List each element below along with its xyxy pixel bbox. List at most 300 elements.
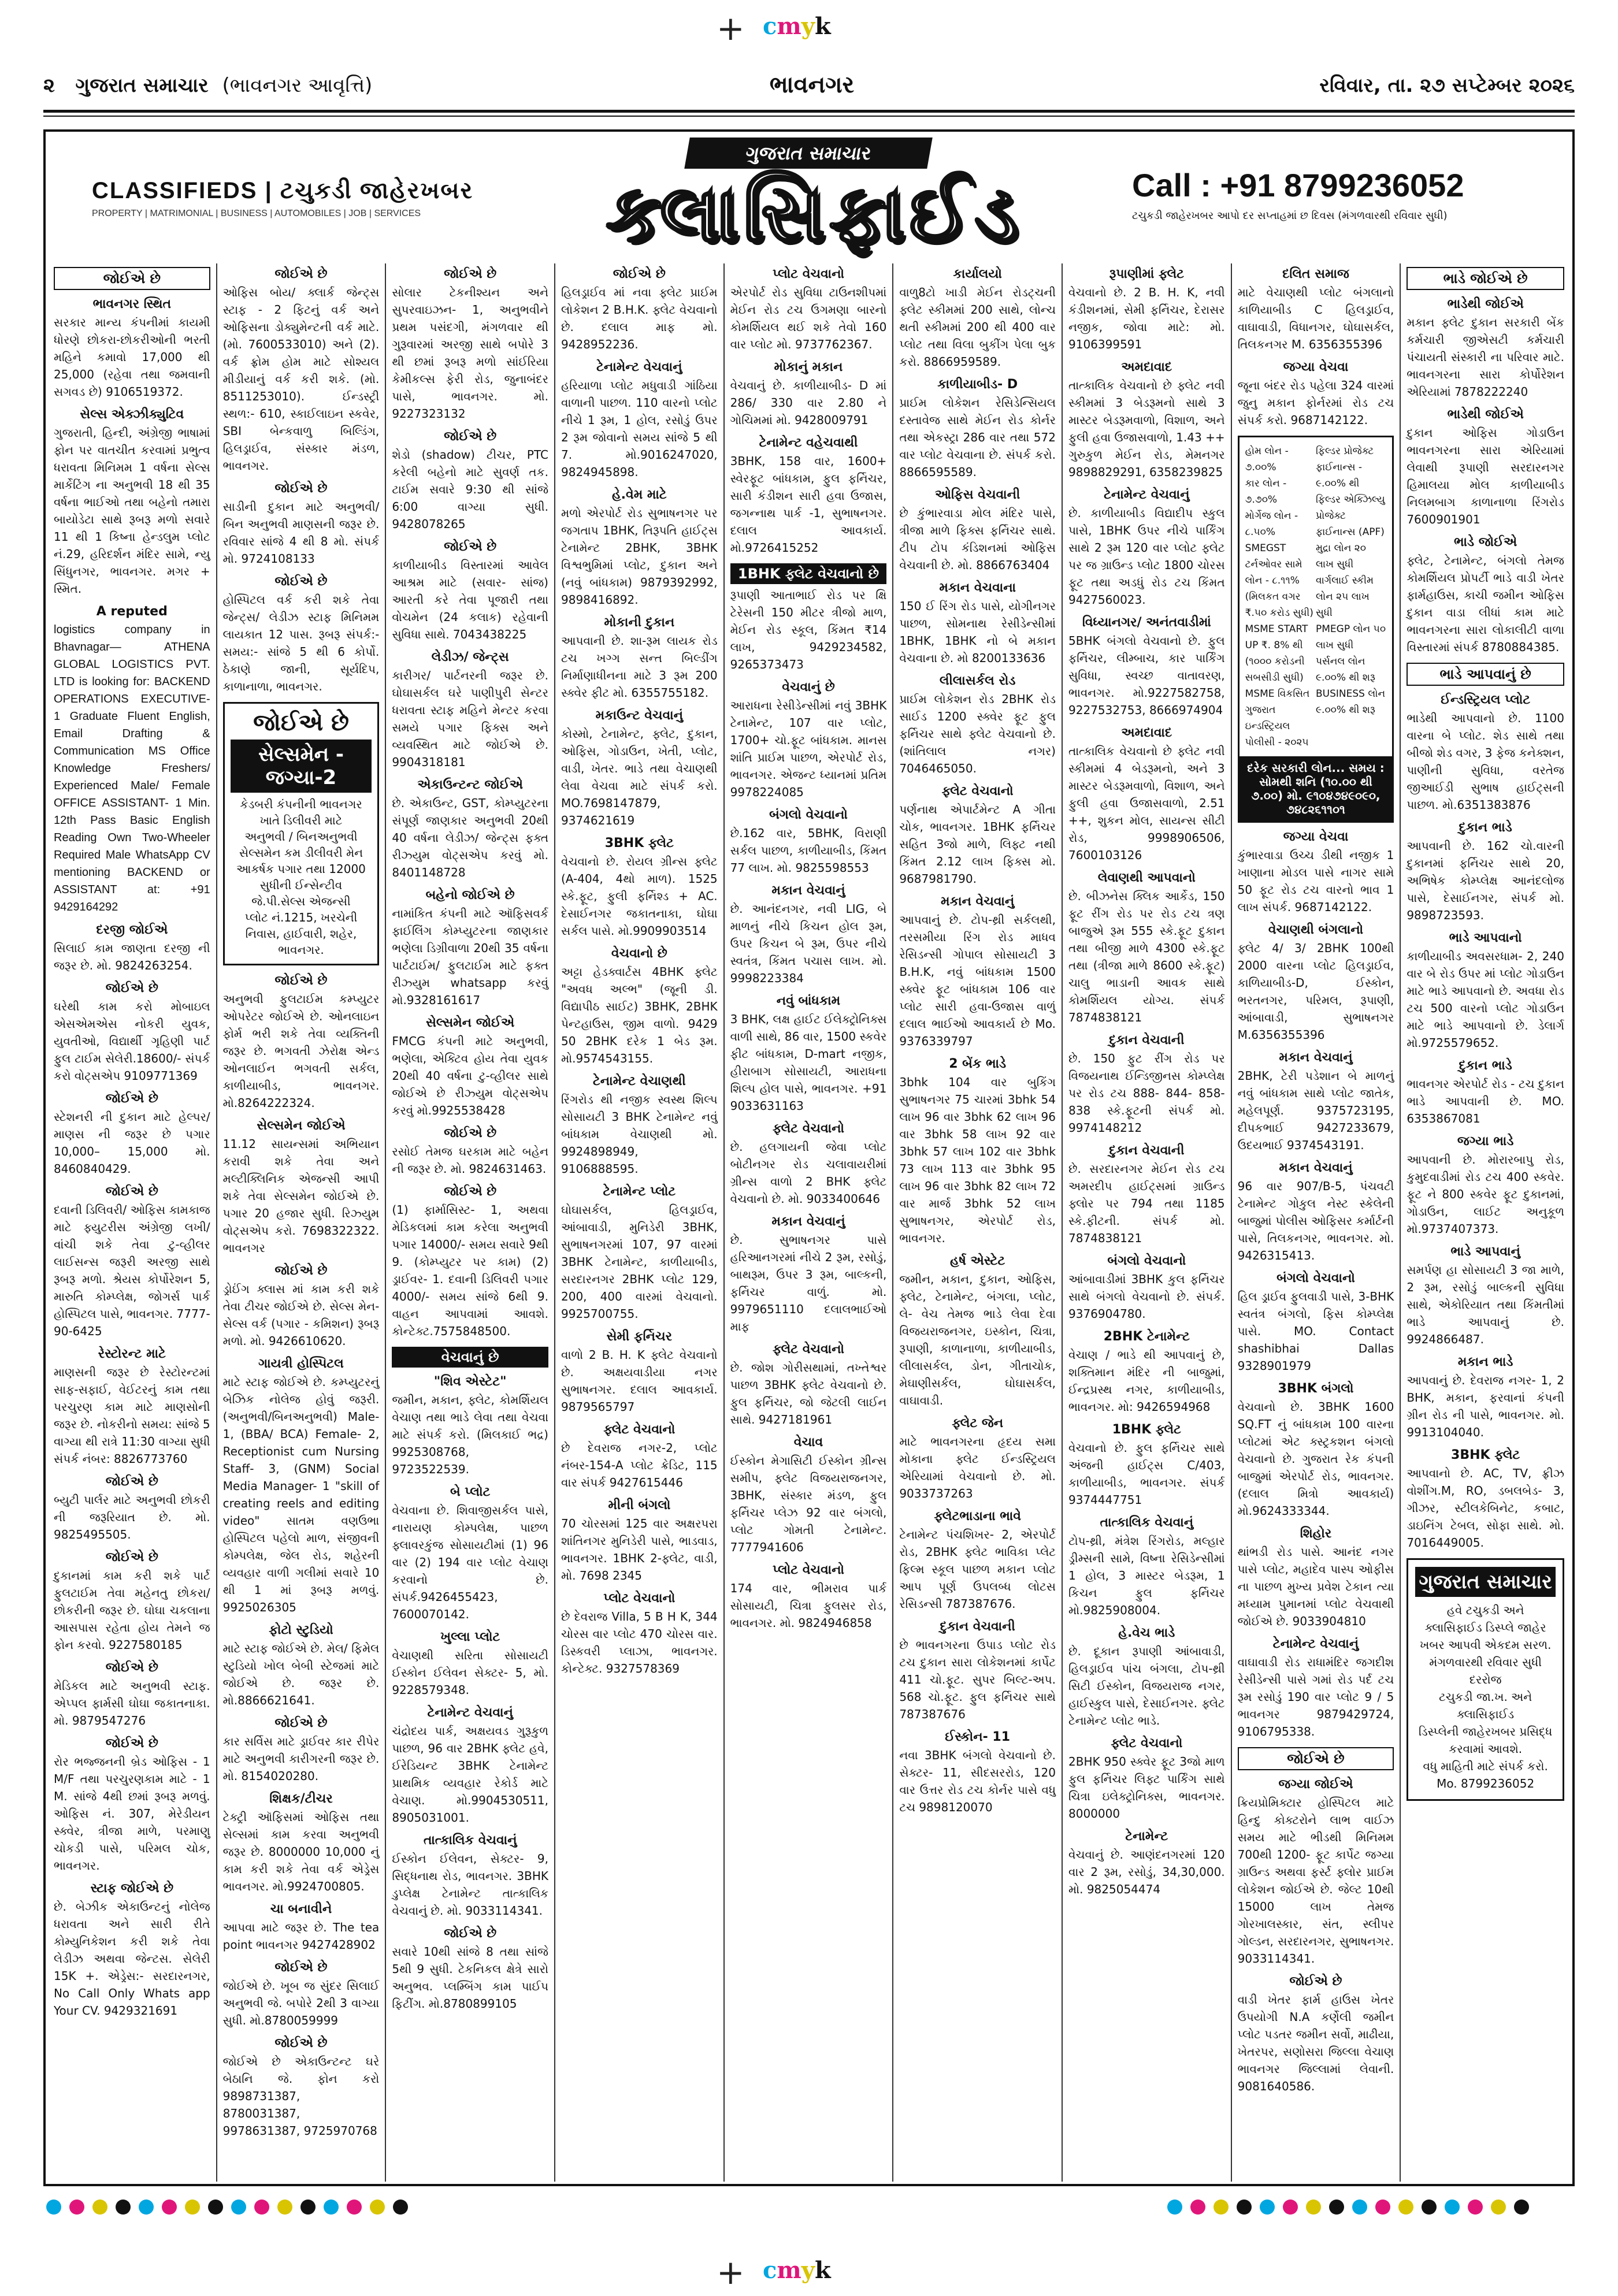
ad-body: ઘરેથી કામ કરો મોબાઇલ એસએમએસ નોકરી યુવક, યુવતીઓ, વિદ્યાર્થી ગૃહિણી પાર્ટ ફુલ ટાઈમ સેલેરી.18600/- સંપર્ક કરો વોટ્સએપ 9109771369 bbox=[54, 1000, 210, 1083]
classified-ad bbox=[1407, 1134, 1564, 1238]
ad-title: 2BHK ટેનામેન્ટ bbox=[1103, 1329, 1190, 1344]
ad-body: કારીગર/ પાર્ટનરની જરૂર છે. ઘોઘાસર્કલ ઘરે પાણીપુરી સેન્ટર ધરાવતા સ્ટાફ મહિને મેન્ટર કરવા સમયે પગાર ફિક્સ અને વ્યવસ્થિત માટે જોઈએ છે. 9904318181 bbox=[392, 668, 548, 769]
loan-item: MSME START UP ₹. 8% થી bbox=[1245, 623, 1308, 651]
ad-title: જોઈએ છે bbox=[444, 429, 497, 444]
ad-title: જોઈએ છે bbox=[274, 2036, 328, 2050]
color-dot bbox=[277, 2200, 292, 2215]
ad-body: સમર્પણ હા સોસાયટી 3 જા માળે, 2 રૂમ, રસોડું બાલ્કની સુવિધા સાથે, એકોરિયાત તથા કિંમતીમાં ભાડે આપવાનું છે. 9924866487. bbox=[1407, 1263, 1564, 1346]
ad-column bbox=[1232, 263, 1401, 2182]
ad-title: 3BHK બંગલો bbox=[1278, 1381, 1354, 1396]
ad-column bbox=[1401, 263, 1570, 2182]
ad-body: અનુભવી ફુલટાઈમ કમ્પ્યુટર ઓપરેટર જોઈએ છે. ઓનલાઇન ફોર્મ ભરી શકે તેવા વ્યક્તિની જરૂર છે. ભગવતી ઝેરોક્ષ એન્ડ ઓનલાઈન ભગવતી સર્કલ, કાળીયાબીડ, ભાવનગર. મો.8264222324. bbox=[222, 992, 380, 1110]
classified-ad bbox=[223, 267, 380, 474]
ad-body: આપવાની છે. શા-રૂમ લાયક રોડ ટચ ખગ્ગ સન્ત બિલ્ડીંગ નિર્માણાધીનના માટે 3 રૂમ 200 સ્ક્વેર ફીટ મો. 6355755182. bbox=[561, 634, 718, 700]
ad-body: પ્રાઈમ લોકેશન રેસિડેન્સિયલ દસ્તાવેજ સાથે મેઈન રોડ કોર્નર તથા એકસ્ટ્રા 286 વાર તથા 572 વાર પ્લોટ વેચવાના છે. સંપર્ક કરો. 8866595589. bbox=[899, 396, 1056, 479]
classified-ad bbox=[1238, 1974, 1394, 2095]
ad-body: છે. બેઝીક એકાઉન્ટનું નોલેજ ધરાવતા અને સારી રીતે કોમ્યુનિકેશન કરી શકે તેવા લેડીઝ અથવા જેન્ટસ. સેલેરી 15K +. એડ્રેસ:- સરદારનગર, No Call Only Whats app Your CV. 9429321691 bbox=[54, 1900, 210, 2018]
loan-item: ફિલ્ડર એક્ઝિલ્યુ પ્રોજેક્ટ ફાઈનાન્સ (APF) bbox=[1315, 494, 1385, 538]
ad-title: એકાઉન્ટન્ટ જોઈએ bbox=[417, 778, 523, 792]
ad-column bbox=[48, 263, 217, 2182]
ad-body: અટ્ટા હેડક્વાર્ટસ 4BHK ફ્લેટ "અવધ અલ્ભ" (જૂની ડી. વિદ્યાપીઠ સાઈટ) 3BHK, 2BHK પેન્ટહાઉસ, જીમ વાળો. 9429 50 2BHK દરેક 1 બેડ રૂમ. મો.9574543155. bbox=[561, 965, 718, 1065]
classified-ad bbox=[392, 1126, 548, 1177]
ad-title: ટેનામેન્ટ વેચાણથી bbox=[593, 1074, 686, 1088]
classified-ad bbox=[561, 360, 718, 481]
ad-body: ઈસ્કોન ઈલેવન, સેક્ટર- 9, સિદ્ધનાથ રોડ, ભાવનગર. 3BHK ડુપ્લેક્ષ ટેનામેન્ટ તાત્કાલિક વેચવાનું છે. મો. 9033114341. bbox=[392, 1852, 548, 1918]
ad-body: શેડો (shadow) ટીચર, PTC કરેલી બહેનો માટે સુવર્ણ તક. ટાઈમ સવારે 9:30 થી સાંજે 6:00 વાગ્યા સુધી. 9428078265 bbox=[392, 448, 548, 531]
ad-title: જગ્યા ભાડે bbox=[1457, 1134, 1514, 1149]
ad-column bbox=[555, 263, 725, 2182]
classified-ad bbox=[54, 1660, 210, 1729]
classified-ad bbox=[561, 1184, 718, 1322]
color-dot bbox=[1329, 2200, 1344, 2215]
classified-ad bbox=[223, 1119, 380, 1257]
color-dot bbox=[231, 2200, 246, 2215]
ad-body: પ્રાઈમ લોકેશન રોડ 2BHK રોડ સાઈડ 1200 સ્ક્વેર ફૂટ ફુલ ફર્નિચર સાથે ફ્લેટ વેચવાનો છે. (શાંતિલાલ નગર) 7046465050. bbox=[899, 692, 1056, 775]
ad-body: આંબાવાડીમાં 3BHK કુલ ફર્નિચર સાથે બંગલો વેચવાનો છે. સંપર્ક. 9376904780. bbox=[1068, 1272, 1225, 1321]
ad-body: આપવાની છે. મોરારબાપુ રોડ, કુમુદવાડીમાં રોડ ટચ 400 સ્કવેર. ફૂટ ને 800 સ્કવેર ફૂટ દુકાનમાં, ગોડાઉન, લાઈટ અનુકૂળ મો.9737407373. bbox=[1407, 1153, 1564, 1236]
ad-title: સેલ્સમેન જોઈએ bbox=[426, 1016, 515, 1030]
color-dot bbox=[1491, 2200, 1506, 2215]
classified-ad bbox=[1407, 693, 1564, 813]
classified-ad bbox=[54, 1091, 210, 1177]
ad-title: ભાડે આપવાનું bbox=[1450, 1244, 1520, 1259]
ad-title: "શિવ એસ્ટેટ" bbox=[433, 1374, 507, 1389]
classified-ad bbox=[899, 377, 1056, 481]
color-dot bbox=[1514, 2200, 1529, 2215]
classified-ad bbox=[561, 836, 718, 939]
ad-title: જોઈએ છે bbox=[613, 267, 666, 281]
classified-ad bbox=[223, 1960, 380, 2029]
loan-item: PMEGP લોન ૫૦ લાખ સુધી bbox=[1315, 623, 1386, 651]
ad-title: બંગલો વેચવાનો bbox=[769, 808, 848, 822]
featured-ad-line: અનુભવી / બિનઅનુભવી bbox=[244, 830, 358, 844]
classified-ad bbox=[561, 1329, 718, 1416]
ad-body: હરિયાળા પ્લોટ મધુવાડી ગાંઠિયા વાળાની પાછળ. 110 વારનો પ્લોટ નીચે 1 રૂમ, 1 હોલ, રસોડું ઉપર 2 રૂમ જોવાનો સમય સાંજે 5 થી 7. મો.9016247020, 9824945898. bbox=[561, 378, 718, 479]
classified-ad bbox=[223, 2036, 380, 2139]
ad-body: કુંભારવાડા ઉચ્ચ ડીથી નજીક 1 ખાણાના મોડલ પાસે નાગર સામે 50 ફૂટ રોડ ટચ વારનો ભાવ 1 લાખ સંપર્ક. 9687142122. bbox=[1237, 848, 1394, 914]
promo-line: ખબર આપવી એકદમ સરળ. bbox=[1419, 1638, 1552, 1652]
promo-line: ડિસ્પ્લેની જાહેરખબર પ્રસિદ્ધ bbox=[1419, 1725, 1553, 1738]
ad-title: ટેનામેન્ટ bbox=[1125, 1829, 1168, 1844]
ad-body: મળો એરપોર્ટ રોડ સુભાષનગર પર જગતાપ 1BHK, તિરૂપતિ હાઈટ્સ ટેનામેન્ટ 2BHK, 3BHK વિશ્વભુમિમાં પ્લોટ, દુકાન અને (નવું બાંધકામ) 9879392992, 9898416892. bbox=[561, 506, 718, 607]
classified-ad bbox=[730, 1342, 887, 1428]
ad-body: ભાડેથી આપવાનો છે. 1100 વારના બે પ્લોટ. શેડ સાથે તથા બીજો શેડ વગર, 3 ફેજ કનેક્શન, પાણીની સુવિધા, વરતેજ જીઆઈડી સુભાષ હાઈટ્સની પાછળ. મો.6351383876 bbox=[1407, 711, 1564, 812]
section-heading: ભાડે જોઈએ છે bbox=[1407, 267, 1564, 290]
classified-ad bbox=[54, 1184, 210, 1340]
ad-body: વેચવાનો છે. 2 B. H. K, નવી કંડીશનમાં, સેમી ફર્નિચર, દેરાસર નજીક, જોવા માટે: મો. 9106399591 bbox=[1068, 285, 1225, 351]
ad-title: પ્લોટ વેચવાનો bbox=[772, 1563, 845, 1577]
newspaper-promo-box bbox=[1407, 1558, 1564, 1801]
ad-title: દુકાન ભાડે bbox=[1459, 1058, 1512, 1073]
classified-ad bbox=[899, 488, 1056, 574]
classified-ad bbox=[1407, 931, 1564, 1052]
ad-body: નામાંકિત કંપની માટે ઑફિસવર્ક ફાઈલિંગ કોમ્પ્યુટરના જાણકાર ભણેલા ડિગ્રીવાળા 20થી 35 વર્ષના પાર્ટટાઈમ/ ફુલટાઈમ માટે ફક્ત રીઝ્યુમ whatsapp કરવું મો.9328161617 bbox=[392, 906, 548, 1007]
ad-title: ઈસ્કોન- 11 bbox=[945, 1730, 1010, 1744]
ad-title: ટેનામેન્ટ વેચવાનું bbox=[1104, 488, 1190, 502]
classified-ad bbox=[223, 1792, 380, 1895]
ad-body: છે ભાવનગરના ઉપાડ પ્લોટ રોડ ટચ દુકાન સારા લોકેશનમાં કાર્પેટ 411 ચો.ફૂટ. સુપર બિલ્ટ-અપ. 568 ચો.ફૂટ. ફુલ ફર્નિચર સાથે 787387676 bbox=[899, 1638, 1056, 1721]
ad-body: રસોઈ તેમજ ઘરકામ માટે બહેન ની જરૂર છે. મો. 9824631463. bbox=[392, 1145, 548, 1176]
color-dot bbox=[92, 2200, 107, 2215]
ad-title: જગ્યા જોઈએ bbox=[1278, 1777, 1353, 1792]
classified-ad bbox=[223, 481, 380, 567]
ad-title: તાત્કાલિક વેચવાનું bbox=[423, 1833, 517, 1848]
ad-title: અમદાવાદ bbox=[1121, 726, 1172, 740]
ad-body: ચંદ્રોદય પાર્ક, અક્ષયવડ ગુરૂકુળ પાછળ, 96 વાર 2BHK ફ્લેટ હવે, ઈરેડિયન્ટ 3BHK ટેનામેન્ટ પ્રાથમિક વ્યવહાર રેકોર્ડ માટે વેચાણ. મો.9904530511, 8905031001. bbox=[392, 1724, 548, 1825]
ad-body: 3BHK, 158 વાર, 1600+ સ્વેરફૂટ બાંધકામ, ફુલ ફર્નિચર, સારી કંડીશન સારી હવા ઉજાસ, જગન્નાથ પાર્ક -1, સુભાષનગર. દલાલ આવકાર્ય. મો.9726415252 bbox=[730, 454, 887, 555]
ad-title: શિહોર bbox=[1300, 1526, 1332, 1541]
color-bar-left bbox=[46, 2195, 451, 2219]
ad-body: હિલડ્રાઈવ માં નવા ફ્લેટ પ્રાઈમ લોકેશન 2 B.H.K. ફ્લેટ વેચવાનો છે. દલાલ માફ મો. 9428952236. bbox=[561, 285, 718, 351]
classified-ad bbox=[392, 429, 548, 533]
featured-ad-line: કેડબરી કંપનીની ભાવનગર ખાતે ડિલીવરી માટે bbox=[240, 797, 362, 827]
ad-body: મકાન ફ્લેટ દુકાન સરકારી બેંક કર્મચારી જીએસટી કર્મચારી પંચાયતી સંસ્કારી ના પરિવાર માટે. ભાવનગરના સારા કોર્પોરેશન એરિયામાં 7878222240 bbox=[1407, 315, 1564, 399]
featured-ad-banner: સેલ્સમેન - જગ્યા-2 bbox=[231, 740, 372, 793]
ad-title: જોઈએ છે bbox=[105, 981, 158, 995]
classified-ad bbox=[1407, 407, 1564, 528]
classified-ad bbox=[1238, 1747, 1394, 1770]
color-dot bbox=[69, 2200, 84, 2215]
classified-ad bbox=[1407, 1244, 1564, 1348]
loan-item: મોર્ગેજ લોન - ૮.૫૦% bbox=[1245, 510, 1298, 538]
loan-item: ફિલ્ડર પ્રોજેક્ટ ફાઈનાન્સ - bbox=[1315, 445, 1374, 473]
classified-ad bbox=[1068, 360, 1225, 481]
promo-text bbox=[1415, 1602, 1556, 1792]
promo-line: ક્લાસિફાઈડ ડિસ્પ્લે જાહેર bbox=[1424, 1621, 1546, 1634]
color-dot bbox=[1375, 2200, 1390, 2215]
crosshair-icon: + bbox=[717, 9, 745, 48]
classified-ad bbox=[392, 1374, 548, 1478]
ad-title: ઈન્ડસ્ટ્રિયલ પ્લોટ bbox=[1441, 693, 1531, 707]
ad-title: ભાડે આપવાનો bbox=[1449, 931, 1522, 945]
loan-ad-footer: દરેક સરકારી લોન... સમય : સોમથી શનિ (૧૦.૦૦ થી ૭.૦૦) મો. ૯૧૦૪૭૪૯૦૯૦, ૭૪૮૨૬૧૧૦૧ bbox=[1240, 756, 1393, 821]
classified-ad bbox=[899, 267, 1056, 370]
classified-ad bbox=[899, 784, 1056, 887]
color-dot bbox=[1260, 2200, 1275, 2215]
ad-title: જોઈએ છે bbox=[105, 1091, 158, 1106]
promo-line: Mo. 8799236052 bbox=[1437, 1777, 1535, 1790]
loan-item: BUSINESS લોન ૯.૦૦% થી શરૂ bbox=[1315, 688, 1386, 716]
ad-body: સવારે 10થી સાંજે 8 તથા સાંજે 5થી 9 સુધી. ટેકનિકલ ક્ષેત્રે સારો અનુભવ. પ્લમ્બિંગ કામ પાઈપ ફિટીંગ. મો.8780899105 bbox=[392, 1945, 548, 2011]
classified-ad bbox=[899, 1416, 1056, 1502]
classified-ad bbox=[392, 1833, 548, 1919]
ad-body: ગુજરાતી, હિન્દી, અંગ્રેજી ભાષામાં ફોન પર વાતચીત કરવામાં પ્રભુત્વ ધરાવતા મિનિમમ 1 વર્ષના સેલ્સ માર્કેટિંગ ના અનુભવી 18 થી 35 વર્ષના ભાઈઓ તથા બહેનો તમારા બાયોડેટા સાથે રૂબરૂ મળો સવારે 11 થી 1 કિષ્ના હેન્ડલુમ પ્લોટ નં.29, હરિદર્શન મંદિર સામે, ન્યુ સિંધુનગર, ભાવનગર. મગર + સ્મિત. bbox=[54, 426, 210, 596]
ad-body: 96 વાર 907/B-5, પંચવટી ટેનામેન્ટ ગોકુલ નેસ્ટ સ્કેલેની બાજુમાં પોલીસ ઓફિસર કર્માર્ટની પાસે, તિલકનગર, ભાવનગર. મો. 9426315413. bbox=[1237, 1179, 1394, 1262]
color-dot bbox=[116, 2200, 131, 2215]
ad-body: છે. જોશ ગોરીસથામાં, તખ્તેશ્વર પાછળ 3BHK ફ્લેટ વેચવાનો છે. ફુલ ફર્નિચર, જો જેટલી લાઈન સાથે. 9427181961 bbox=[730, 1361, 887, 1426]
section-heading: ભાડે આપવાનું છે bbox=[1407, 663, 1564, 686]
brand-logo-small: ગુજરાત સમાચાર bbox=[684, 138, 933, 169]
color-dot bbox=[162, 2200, 177, 2215]
ad-body: વેચાણ / ભાડે થી આપવાનું છે, શક્તિમાન મંદિર ની બાજુમાં, ઈન્દ્રપ્રસ્થ નગર, કાળીયાબીડ, ભાવનગર. મો: 9426594968 bbox=[1068, 1348, 1225, 1414]
ad-title: જોઈએ છે bbox=[105, 1184, 158, 1199]
ad-title: પ્લોટ વેચવાનો bbox=[603, 1591, 676, 1606]
ad-body: પર્ણનાથ એપાર્ટમેન્ટ A ગીતા ચોક, ભાવનગર. 1BHK ફર્નિચર સહિત 3જો માળે, લિફ્ટ નથી કિંમત 2.12 લાખ ફિક્સ મો. 9687981790. bbox=[899, 803, 1056, 886]
ad-body: ક્રિયપ્રોમિક્ટાર હોસ્પિટલ માટે હિન્દુ કોક્ટરોને લાભ વાઈઝ સમય માટે ભીડથી મિનિમમ 700થી 1200- ફૂટ કાર્પેટ જગ્યા ગ્રાઉન્ડ અથવા ફર્સ્ટ ફ્લોર પ્રાઈમ લોકેશન જોઈએ છે. જેલ્ટ 10થી 15000 લાખ તેમજ ગોરખાલસ્કાર, સંત, સ્લીપર ગોલ્ડન, સરદારનગર, સુભાષનગર. 9033114341. bbox=[1237, 1796, 1394, 1966]
classified-ad bbox=[1068, 871, 1225, 1026]
ad-title: ભાડેથી જોઈએ bbox=[1447, 407, 1524, 422]
ad-title: 2 બેંક ભાડે bbox=[949, 1057, 1007, 1071]
classified-ad bbox=[730, 436, 887, 556]
color-dot bbox=[1352, 2200, 1367, 2215]
classified-ad bbox=[899, 1509, 1056, 1613]
ad-title: જોઈએ છે bbox=[105, 1550, 158, 1565]
classified-ad bbox=[1407, 535, 1564, 656]
ad-body: સાડીની દુકાન માટે અનુભવી/ બિન અનુભવી માણસની જરૂર છે. રવિવાર સાંજે 4 થી 8 મો. સંપર્ક મો. 9724108133 bbox=[222, 500, 380, 566]
classified-ad bbox=[1238, 1271, 1394, 1374]
ad-column bbox=[217, 263, 387, 2182]
classified-ad bbox=[1068, 1736, 1225, 1822]
classified-ad bbox=[1068, 1143, 1225, 1247]
ad-title: લીલાસર્કલ રોડ bbox=[939, 674, 1016, 688]
ad-body: માણસની જરૂર છે રેસ્ટોરન્ટમાં સાફ-સફાઈ, વેઈટરનું કામ તથા પરચુરણ કામ માટે માણસોની જરૂર છે. નોકરીનો સમય: સાંજે 5 વાગ્યા થી રાત્રે 11:30 વાગ્યા સુધી સંપર્ક નંબર: 8826773760 bbox=[54, 1365, 210, 1466]
ad-title: દરજી જોઈએ bbox=[96, 923, 168, 937]
classified-ad bbox=[392, 267, 548, 422]
ad-title: હે.વેચ ભાડે bbox=[1118, 1626, 1175, 1640]
classified-ad bbox=[54, 1736, 210, 1874]
ad-title: અમદાવાદ bbox=[1121, 360, 1172, 374]
classified-ad bbox=[561, 267, 718, 353]
issue-date: રવિવાર, તા. ૨૭ સપ્ટેમ્બર ૨૦૨૬ bbox=[1319, 74, 1575, 97]
section-name: ભાવનગર bbox=[769, 72, 855, 98]
classified-ad bbox=[1407, 267, 1564, 290]
ad-title: ફોટો સ્ટુડિયો bbox=[269, 1623, 333, 1637]
loan-item: કાર લોન - ૭.૭૦% bbox=[1245, 478, 1287, 506]
ad-body: વાળો 2 B. H. K ફ્લેટ વેચવાનો છે. અક્ષયવાડીયા નગર સુભાષનગર. દલાલ આવકાર્ય. 9879565797 bbox=[561, 1348, 718, 1414]
ad-title: જોઈએ છે bbox=[105, 1660, 158, 1675]
classified-ad bbox=[54, 267, 210, 290]
ad-title: જોઈએ છે bbox=[274, 974, 328, 988]
ad-title: જોઈએ છે bbox=[274, 481, 328, 496]
featured-ad-line: પ્લોટ નં.1215, ખરચેની નિવાસ, હાઈવારી, શહેર, ભાવનગર. bbox=[244, 911, 358, 957]
ad-column bbox=[725, 263, 894, 2182]
ad-title: જોઈએ છે bbox=[444, 267, 497, 281]
classified-ad bbox=[54, 1347, 210, 1467]
ad-body: ફ્લેટ 4/ 3/ 2BHK 100થી 2000 વારના પ્લોટ હિલડ્રાઈવ, કાળિયાબીડ-D, ઈસ્કોન, ભરતનગર, પરિમલ, રૂપાણી, આંબાવાડી, સુભાષનગર M.6356355396 bbox=[1237, 941, 1394, 1042]
loan-item: મુદ્રા લોન ૨૦ લાખ સુધી bbox=[1315, 543, 1366, 570]
classified-ad bbox=[1238, 1526, 1394, 1630]
ad-title: તાત્કાલિક વેચવાનું bbox=[1100, 1515, 1194, 1530]
ad-body: આપવાનો છે. AC, TV, ફ્રીઝ વોશીંગ.M, RO, ડબલબેડ- 3, ગીઝર, સ્ટીલકેબિનેટ, કબાટ, ડાઇનિંગ ટેબલ, સોફા સાથે. મો. 7016449005. bbox=[1407, 1466, 1564, 1550]
ad-body: વાળુ8ટો ખાડી મેઈન રોડટ્ચની ફ્લેટ સ્કીમમાં 200 સાથે, લોન્ચ થતી સ્કીમમાં 200 થી 400 વાર પ્લોટ તથા વિલા બુકીંગ પેલા બુક કરો. 8866959589. bbox=[899, 285, 1056, 369]
ad-body: 3 BHK, લક્ષ હાઈટ ઈલેક્ટ્રોનિક્સ વાળી સાથે, 86 વાર, 1500 સ્કવેર ફીટ બાંધકામ, D-mart નજીક, હીરાબાગ સોસાયટી, આરાધના શિલ્પ હોલ પાસે, ભાવનગર. +91 9033631163 bbox=[730, 1012, 887, 1113]
ad-body: આરાધના રેસીડેન્સીમાં નવું 3BHK ટેનામેન્ટ, 107 વાર પ્લોટ, 1700+ ચો.ફૂટ બાંધકામ. માનસ શાંતિ પ્રાઈમ પાછળ, એરપોર્ટ રોડ, ભાવનગર. એજન્ટ ધ્યાનમાં પ્રતિમ 9978224085 bbox=[730, 699, 887, 799]
classified-ad bbox=[561, 946, 718, 1067]
loan-item: (૧૦૦૦ કરોડની સબસીડી સુધી) bbox=[1245, 656, 1305, 683]
ad-title: હે.વેમ માટે bbox=[612, 488, 667, 502]
ad-title: નવું બાંધકામ bbox=[776, 994, 841, 1008]
ad-body: 150 ઈ રિંગ રોડ પાસે, યોગીનગર પાછળ, સોમનાથ રેસીડેન્સીમાં 1BHK, 1BHK નો બે મકાન વેચવાના છે. મો 8200133636 bbox=[899, 599, 1056, 665]
classified-ad bbox=[1238, 923, 1394, 1043]
promo-line: ટચુકડી જા.ખ. અને ક્લાસિફાઈડ bbox=[1439, 1690, 1532, 1721]
color-dot bbox=[1167, 2200, 1182, 2215]
classified-ad bbox=[392, 1630, 548, 1699]
ad-body: રૂપાણી આતાભાઈ રોડ પર ક્ષિ ટેરેસની 150 મીટર ત્રીજો માળ, મેઈન રોડ સ્કૂલ, કિંમત ₹14 લાખ, 9429234582, 9265373473 bbox=[730, 588, 887, 671]
classified-ad bbox=[392, 1706, 548, 1826]
ad-body: છે. બીઝનેસ ક્લિક આર્કેડ, 150 ફૂટ રીંગ રોડ પર રોડ ટચ ત્રણ બાજુએ રૂમ 555 સ્કે.ફૂટ દુકાન તથા બીજી માળે 4300 સ્કે.ફૂટ તથા (ત્રીજા માળે 8600 સ્કે.ફૂટ) ચાલુ ભાડાની આવક સાથે કોમર્શિયલ યોગ્ય. સંપર્ક 7874838121 bbox=[1068, 889, 1225, 1024]
ad-body: છે. સુભાષનગર પાસે હરિઆનગરમાં નીચે 2 રૂમ, રસોડું, બાથરૂમ, ઉપર 3 રૂમ, બાલ્કની, ફર્નિચર વાળું. મો. 9979651110 દલાલભાઈઓ માફ bbox=[730, 1233, 887, 1333]
classified-ad bbox=[1407, 663, 1564, 686]
cmyk-mark: cmyk bbox=[763, 2257, 831, 2284]
ad-body: 2BHK, ટેરી પડેશાન બે માળનું નવું બાંધકામ સાથે પ્લોટ જાતેક, મહેલપૂર્ણ. 9375723195, દીપકભાઈ 9427233679, ઉદયભાઈ 9374543191. bbox=[1237, 1069, 1394, 1152]
ad-body: જોઈએ છે એકાઉન્ટન્ટ ઘરે બેઠાનિ જે. ફોન કરો 9898731387, 8780031387, 9978631387, 9725970768 bbox=[222, 2054, 380, 2138]
ad-title: 3BHK ફ્લેટ bbox=[604, 836, 674, 850]
ad-title: સ્ટાફ જોઈએ છે bbox=[90, 1881, 174, 1896]
ad-title: સેમી ફર્નિચર bbox=[606, 1329, 672, 1344]
classified-ad bbox=[561, 1422, 718, 1491]
ad-title: મીની બંગલો bbox=[608, 1498, 671, 1513]
classified-ad bbox=[730, 1563, 887, 1632]
ad-title: ખુલ્લા પ્લોટ bbox=[440, 1630, 500, 1644]
ad-title: વેચવાનું છે bbox=[782, 680, 835, 694]
color-dot bbox=[1445, 2200, 1460, 2215]
ad-title: ફ્લેટ વેચવાનો bbox=[772, 1121, 844, 1136]
ad-body: છે દેવરાજ Villa, 5 B H K, 344 ચોરસ વાર પ્લોટ 470 ચોરસ વાર. ડિસ્કવરી પ્લાઝા, ભાવનગર. કોન્ટેક્ટ. 9327578369 bbox=[561, 1610, 718, 1675]
ad-body: છે કુંભારવાડા મોલ મંદિર પાસે, ત્રીજા માળે ફિક્સ ફર્નિચર સાથે. ટીપ ટોપ કંડિશનમાં ઓફિસ વેચવાની છે. મો. 8866763404 bbox=[899, 506, 1056, 572]
classified-ad bbox=[1238, 830, 1394, 916]
ad-body: માટે સ્ટાફ જોઈએ છે. કમ્પ્યુટરનું બેઝિક નોલેજ હોવું જરૂરી. (અનુભવી/બિનઅનુભવી) Male- 1, (BBA/ BCA) Female- 2, Receptionist cum Nursing Staff- 3, (GNM) Social Media Manager- 1 "skill of creating reels and editing video" સાતમ વણઉભા હોસ્પિટલ પહેલો માળ, સંજીવની કોમ્પલેક્ષ, જેલ રોડ, શહેરની વ્યવહાર વાળી ગલીમાં સવારે 10 થી 1 માં રૂબરૂ મળવું. 9925026305 bbox=[222, 1375, 380, 1614]
classified-ad bbox=[899, 1730, 1056, 1816]
ad-title: બહેનો જોઈએ છે bbox=[425, 888, 515, 902]
ad-body: દુકાન ઓફિસ ગોડાઉન ભાવનગરના સારા એરિયામાં લેવાથી રૂપાણી સરદારનગર હિમાલયા મોલ કાળીયાબીડ નિલમબાગ કાળાનાળા રિંગરોડ 7600901901 bbox=[1407, 426, 1564, 526]
classified-ad bbox=[54, 1474, 210, 1543]
ad-body: છે. દૂકાન રૂપાણી આંબાવાડી, હિલડ્રાઈવ પાંચ બંગલા, ટોપ-થ્રી સિટી ઈસ્કોન, વિજયરાજ નગર, હાઈસ્કુલ પાસે, દેસાઈનગર. ફ્લેટ ટેનામેન્ટ પ્લોટ ભાડે. bbox=[1068, 1644, 1225, 1727]
classified-ad bbox=[392, 650, 548, 771]
ad-title: મકાન વેચવાનું bbox=[771, 883, 845, 898]
loan-item: ૯.૦૦% થી bbox=[1315, 478, 1360, 489]
ad-title: દુકાન વેચવાની bbox=[1109, 1143, 1185, 1158]
ad-body: જૂના બંદર રોડ પહેલા 324 વારમાં જુનુ મકાન ફોર્નરમાં રોડ ટચ સંપર્ક કરો. 9687142122. bbox=[1237, 378, 1394, 427]
color-dot bbox=[254, 2200, 269, 2215]
color-dot bbox=[208, 2200, 223, 2215]
ad-column bbox=[893, 263, 1063, 2182]
ad-title: સેલ્સ એક્ઝીક્યુટિવ bbox=[80, 407, 184, 422]
ad-title: 3BHK ફ્લેટ bbox=[1451, 1448, 1520, 1462]
classified-ad bbox=[899, 674, 1056, 777]
ad-title: ફ્લેટ વેચવાનો bbox=[603, 1422, 676, 1437]
classified-ad bbox=[561, 1591, 718, 1677]
loan-item: પર્સનલ લોન ૯.૦૦% થી શરૂ bbox=[1315, 656, 1375, 683]
promo-line: મંગળવારથી રવિવાર સુધી દરરોજ bbox=[1429, 1655, 1542, 1686]
classified-ad bbox=[899, 1619, 1056, 1723]
classified-ad bbox=[1238, 1161, 1394, 1264]
color-dot bbox=[1214, 2200, 1229, 2215]
ad-title: જોઈએ છે bbox=[444, 1126, 497, 1140]
ad-body: છે. એકાઉન્ટ, GST, કોમ્પ્યુટરના સંપૂર્ણ જાણકાર અનુભવી 20થી 40 વર્ષના લેડીઝ/ જેન્ટ્સ ફક્ત રીઝ્યુમ વોટ્સએપ કરવું મો. 8401148728 bbox=[392, 796, 548, 879]
color-dot bbox=[139, 2200, 154, 2215]
ad-body: કાળીયાબીડ અવસરધામ- 2, 240 વાર બે રોડ ઉપર માં પ્લોટ ગોડાઉન માટે ભાડે આપવાનો છે. અવધા રોડ ટચ 500 વારનો પ્લોટ ગોડાઉન માટે ભાડે આપવાનો છે. ડેલાર્ગ મો.9725579652. bbox=[1407, 949, 1564, 1050]
classified-ad bbox=[54, 981, 210, 1084]
ad-title: બે પ્લોટ bbox=[450, 1485, 491, 1499]
ad-title: ચા બનાવીને bbox=[270, 1902, 332, 1916]
ad-body: આપવા માટે જરૂર છે. The tea point ભાવનગર 9427428902 bbox=[222, 1920, 380, 1952]
ad-body: ટેનામેન્ટ પંચશિખર- 2, એરપોર્ટ રોડ, 2BHK ફ્લેટ ભાવિકા પ્લેટ ફિલ્મ સ્કૂલ પાછળ મકાન પ્લોટ આપ પૂર્ણ ઉપલબ્ધ લોટસ રેસિડન્સી 787387676. bbox=[899, 1528, 1056, 1611]
ad-body: છે. આનંદનગર, નવી LIG, બે માળનું નીચે કિચન હોલ રૂમ, ઉપર કિચન બે રૂમ, ઉપર નીચે સ્વતંત્ર, કિંમત પચાસ લાખ. મો. 9998223384 bbox=[730, 902, 887, 985]
ad-title: લેવાણથી આપવાનો bbox=[1097, 871, 1196, 885]
ad-body: વેચવાનો છે. રોયલ ગ્રીન્સ ફ્લેટ (A-404, 4થો માળ). 1525 સ્કે.ફૂટ, ફુલી ફર્નિશ્ડ + AC. દેસાઈનગર જકાતનાકા, ઘોઘા સર્કલ પાસે. મો.9909903514 bbox=[561, 855, 718, 938]
ad-body: (1) ફાર્માસિસ્ટ- 1, અથવા મેડિકલમાં કામ કરેલા અનુભવી પગાર 14000/- સમય સવારે 9થી 9. (કોમ્પ્યુટર પર કામ) (2) ડ્રાઈવર- 1. દવાની ડિલિવરી પગાર 4000/- સમય સાંજે 6થી 9. વાહન આપવામાં આવશે. કોન્ટેક્ટ.7575848500. bbox=[392, 1203, 548, 1338]
brand-title: ક્લાસિફાઈડ bbox=[606, 168, 1023, 259]
ad-column bbox=[1063, 263, 1232, 2182]
color-dot bbox=[185, 2200, 200, 2215]
ad-body: વાઘાવાડી રોડ રાધામંદિર જગદીશ રેસીડેન્સી પાસે ગમાં રોડ પર્દ ટચ રૂમ રસોડું 190 વાર પ્લોટ 9 / 5 ભાવનગર 9879429724, 9106795338. bbox=[1237, 1655, 1394, 1738]
ad-body: ઘોઘાસર્કલ, હિલડ્રાઈવ, આંબાવાડી, મુનિડેરી 3BHK, સુભાષનગરમાં 107, 97 વારમાં 3BHK ટેનામેન્ટ, કાળીયાબીડ, સરદારનગર 2BHK પ્લોટ 129, 200, 400 વારમાં વેચવાનો. 9925700755. bbox=[561, 1203, 718, 1321]
ad-body: સોલાર ટેકનીશ્યન અને સુપરવાઇઝન- 1, અનુભવીને પ્રથમ પસંદગી, મંગળવાર થી ગુરૂવારમાં અરજી સાથે બપોરે 3 થી છમાં રૂબરૂ મળો સાંઈરિયા કેમીકલ્સ ફેરી રોડ, જુનાબંદર પાસે, ભાવનગર. મો. 9227323132 bbox=[392, 285, 548, 421]
ad-body: દુકાનમાં કામ કરી શકે પાર્ટ ફુલટાઈમ તેવા મહેનતુ છોકરા/ છોકરીની જરૂર છે. ઘોઘા ચકલાના આસપાસ રહેતા હોય તેમને જ ફોન કરવો. 9227580185 bbox=[54, 1569, 210, 1652]
ad-body: મેડિકલ માટે અનુભવી સ્ટાફ. એપ્પલ ફાર્મસી ઘોઘા જકાતનાકા. મો. 9879547276 bbox=[54, 1679, 210, 1727]
ad-body: વેચવાનું છે. કાળીયાબીડ- D માં 286/ 330 વાર 2.80 ને ગોચિમમાં મો. 9428009791 bbox=[730, 378, 887, 427]
classified-ad bbox=[1068, 1033, 1225, 1136]
classified-ad bbox=[561, 708, 718, 829]
ad-body: આપવાનું છે. ટોપ-થ્રી સર્કલથી, તરસમીયા રિંગ રોડ માધવ રેસિડન્સી ગોપાલ સોસાયટી 3 B.H.K, નવું બાંધકામ 1500 સ્ક્વેર ફૂટ બાંધકામ 106 વાર પ્લોટ સારી હવા-ઉજાસ વાળું દલાલ ભાઈઓ આવકાર્ય છે Mo. 9376339797 bbox=[899, 913, 1056, 1048]
ad-body: રોર ભજ્જનની બ્રેડ ઓફિસ - 1 M/F તથા પરચુરણકામ માટે - 1 M. સાંજે 4થી છમાં રૂબરૂ મળવું. ઓફિસ નં. 307, મેરેડીયન સ્ક્વેર, ત્રીજા માળે, પરમાણુ ચોકડી પાસે, પરિમલ ચોક, ભાવનગર. bbox=[54, 1755, 210, 1873]
section-heading: જોઈએ છે bbox=[1238, 1747, 1394, 1770]
ad-title: જોઈએ છે bbox=[105, 1474, 158, 1489]
classified-ad bbox=[54, 1881, 210, 2019]
ad-body: છે.162 વાર, 5BHK, વિરાણી સર્કલ પાછળ, કાળીયાબીડ, કિંમત 77 લાખ. મો. 9825598553 bbox=[730, 826, 887, 875]
ad-body: વેચવાનો છે. 3BHK 1600 SQ.FT નું બાંધકામ 100 વારના પ્લોટમાં એટ ક્સ્ટ્રકશન બંગલો વેચવાનો છે. ગુજરાત રેક કંપની બાજુમાં એરપોર્ટ રોડ, ભાવનગર. (દલાલ મિત્રો આવકાર્ય) મો.9624333344. bbox=[1237, 1400, 1394, 1518]
ad-title: દુકાન વેચવાની bbox=[1109, 1033, 1185, 1047]
classified-ad bbox=[223, 574, 380, 695]
loan-item: (મિલકત વગર ₹.૫૦ કરોડ સુધી) bbox=[1245, 591, 1313, 619]
color-bar-right bbox=[1167, 2195, 1572, 2219]
classified-ad bbox=[730, 360, 887, 429]
color-dot bbox=[300, 2200, 316, 2215]
ad-title: હર્ષ એસ્ટેટ bbox=[950, 1254, 1005, 1268]
ad-body: સ્ટેશનરી ની દુકાન માટે હેલ્પર/ માણસ ની જરૂર છે પગાર 10,000– 15,000 મો. 8460840429. bbox=[54, 1110, 210, 1176]
classified-ad bbox=[392, 1485, 548, 1623]
classified-ad bbox=[392, 540, 548, 643]
page-folio bbox=[43, 68, 1575, 109]
color-dot bbox=[347, 2200, 362, 2215]
booking-note: ટચુકડી જાહેરખબર આપો દર સપ્તાહમાં છ દિવસ (મંગળવારથી રવિવાર સુધી) bbox=[1132, 210, 1448, 222]
classified-ad bbox=[561, 1498, 718, 1584]
classified-ad bbox=[392, 888, 548, 1009]
classified-ad bbox=[392, 778, 548, 881]
ad-columns bbox=[48, 263, 1570, 2182]
loan-list-right bbox=[1316, 443, 1386, 751]
classified-ad bbox=[561, 1074, 718, 1177]
loan-list-left bbox=[1245, 443, 1316, 751]
crosshair-icon: + bbox=[717, 2253, 745, 2292]
ad-body: ભાવનગર એરપોર્ટ રોડ - ટચ દુકાન ભાડે આપવાની છે. MO. 6353867081 bbox=[1407, 1077, 1564, 1125]
classified-ad bbox=[1068, 615, 1225, 719]
classified-ad bbox=[730, 808, 887, 876]
ad-body: હોસ્પિટલ વર્ક કરી શકે તેવા જેન્ટ્સ/ લેડીઝ સ્ટાફ મિનિમમ લાયકાત 12 પાસ. રૂબરૂ સંપર્ક:- સમય:- સાંજે 5 થી 6 કોર્પો. ઠેકાણે જાની, સૂર્યદિપ, કાળાનાળા, ભાવનગર. bbox=[222, 593, 380, 693]
registration-mark-top bbox=[717, 0, 890, 52]
section-heading: જોઈએ છે bbox=[54, 267, 210, 290]
classified-ad bbox=[392, 1926, 548, 2012]
ad-title: જોઈએ છે bbox=[444, 540, 497, 554]
ad-title: પ્લોટ વેચવાનો bbox=[772, 267, 845, 281]
loan-item: ઇન્ડસ્ટ્રિયલ પોલીસી - ૨૦૨૫ bbox=[1245, 720, 1309, 748]
color-dot bbox=[46, 2200, 61, 2215]
classified-ad bbox=[1238, 1637, 1394, 1740]
classified-ad bbox=[392, 1184, 548, 1340]
ad-title: વેચાણથી બંગલાનો bbox=[1268, 923, 1364, 937]
ad-body: FMCG કંપની માટે અનુભવી, ભણેલા, એક્ટિવ હોય તેવા યુવક 20થી 40 વર્ષના ટુ-વ્હીલર સાથે જોઈએ છે રીઝ્યુમ વોટ્સએપ કરવું મો.9925538428 bbox=[392, 1034, 548, 1117]
paper-name: ગુજરાત સમાચાર bbox=[75, 74, 209, 97]
ad-title: A reputed bbox=[96, 604, 168, 619]
classified-ad bbox=[1068, 1626, 1225, 1729]
masthead-left bbox=[92, 178, 473, 219]
ad-body: જોઈએ છે. ખૂબ જ સુંદર સિલાઈ અનુભવી જે. બપોરે 2થી 3 વાગ્યા સુધી. મો.8780059999 bbox=[222, 1979, 380, 2027]
section-heading: વેચવાનું છે bbox=[392, 1347, 548, 1368]
ad-body: સિલાઈ કામ જાણતા દરજી ની જરૂર છે. મો. 9824263254. bbox=[54, 941, 210, 972]
ad-body: ટોપ-થ્રી, મંત્રેશ રિંગરોડ, મલ્હાર ડ્રીમ્સની સામે, વિષ્ના રેસિડેન્સીમાં 1 હોલ, 3 માસ્ટર બેડરૂમ, 1 કિચન ફુલ ફર્નિચર મો.9825908004. bbox=[1068, 1534, 1225, 1617]
ad-body: 2BHK 950 સ્ક્વેર ફૂટ 3જો માળ ફુલ ફર્નિચર લિફ્ટ પાર્કિંગ સાથે ચિત્રા ઇલેક્ટ્રોનિક્સ, ભાવનગર. 8000000 bbox=[1068, 1755, 1225, 1821]
color-dot bbox=[370, 2200, 385, 2215]
